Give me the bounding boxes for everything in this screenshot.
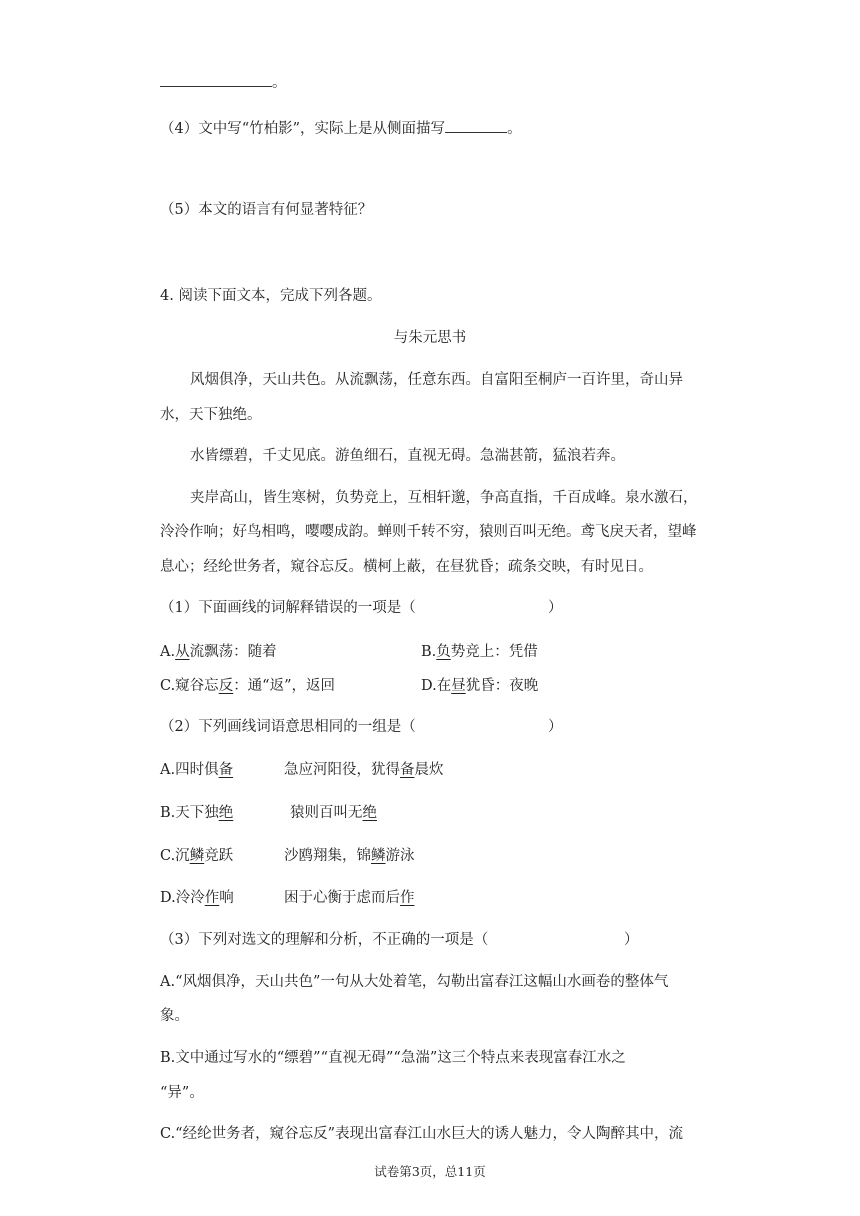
- sub3-option-b-line1[interactable]: B.文中通过写水的“缥碧”“直视无碍”“急湍”这三个特点来表现富春江水之: [160, 1050, 626, 1066]
- sub2-option-d-second: 困于心衡于虑而后作: [284, 890, 415, 906]
- question-4-sub5: （5）本文的语言有何显著特征？: [160, 202, 373, 218]
- passage-para3-line2: 泠泠作响；好鸟相鸣，嘤嘤成韵。蝉则千转不穷，猿则百叫无绝。鸢飞戾天者，望峰: [160, 524, 697, 540]
- passage-title: 与朱元思书: [393, 330, 467, 346]
- question-4-sub4: （4）文中写“竹柏影”，实际上是从侧面描写 。: [160, 118, 522, 139]
- page-number: 3: [411, 1164, 420, 1179]
- section-intro: 4. 阅读下面文本，完成下列各题。: [160, 288, 382, 304]
- answer-blank[interactable]: [445, 118, 507, 133]
- sub2-option-d[interactable]: D.泠泠作响: [160, 890, 234, 906]
- passage-para1-line1: 风烟俱净，天山共色。从流飘荡，任意东西。自富阳至桐庐一百许里，奇山异: [190, 372, 683, 388]
- sub-question-3-close-paren: ）: [624, 932, 639, 948]
- sub2-option-c-second: 沙鸥翔集，锦鳞游泳: [284, 848, 415, 864]
- passage-para3-line1: 夹岸高山，皆生寒树，负势竞上，互相轩邈，争高直指，千百成峰。泉水激石，: [190, 490, 698, 506]
- sub2-option-c[interactable]: C.沉鳞竞跃: [160, 848, 234, 864]
- sub1-option-b[interactable]: B.负势竞上：凭借: [421, 644, 538, 660]
- passage-para3-line3: 息心；经纶世务者，窥谷忘反。横柯上蔽，在昼犹昏；疏条交映，有时见日。: [160, 559, 653, 575]
- sub-question-1: （1）下面画线的词解释错误的一项是（: [160, 600, 416, 616]
- sub1-option-a[interactable]: A.从流飘荡：随着: [160, 644, 277, 660]
- sub1-option-c[interactable]: C.窥谷忘反：通“返”，返回: [160, 678, 336, 694]
- passage-para1-line2: 水，天下独绝。: [160, 407, 262, 423]
- sub2-option-a[interactable]: A.四时俱备: [160, 762, 234, 778]
- total-pages: 11: [457, 1164, 474, 1179]
- sub2-option-a-second: 急应河阳役，犹得备晨炊: [284, 762, 444, 778]
- continuation-blank-line: 。: [160, 72, 287, 93]
- passage-para2: 水皆缥碧，千丈见底。游鱼细石，直视无碍。急湍甚箭，猛浪若奔。: [190, 448, 625, 464]
- sub3-option-a-line2: 象。: [160, 1008, 189, 1024]
- sub-question-3: （3）下列对选文的理解和分析，不正确的一项是（: [160, 932, 489, 948]
- page-footer: 试卷第3页，总11页: [374, 1164, 486, 1179]
- sub-question-2: （2）下列画线词语意思相同的一组是（: [160, 719, 416, 735]
- sub2-option-b[interactable]: B.天下独绝: [160, 805, 234, 821]
- answer-blank[interactable]: [160, 72, 272, 87]
- sub3-option-c-line1[interactable]: C.“经纶世务者，窥谷忘反”表现出富春江山水巨大的诱人魅力，令人陶醉其中，流: [160, 1126, 684, 1142]
- sub3-option-a-line1[interactable]: A.“风烟俱净，天山共色”一句从大处着笔，勾勒出富春江这幅山水画卷的整体气: [160, 974, 669, 990]
- sub2-option-b-second: 猿则百叫无绝: [290, 805, 377, 821]
- sub3-option-b-line2: “异”。: [160, 1085, 204, 1101]
- sub-question-1-close-paren: ）: [548, 600, 563, 616]
- sub1-option-d[interactable]: D.在昼犹昏：夜晚: [421, 678, 539, 694]
- sub-question-2-close-paren: ）: [548, 719, 563, 735]
